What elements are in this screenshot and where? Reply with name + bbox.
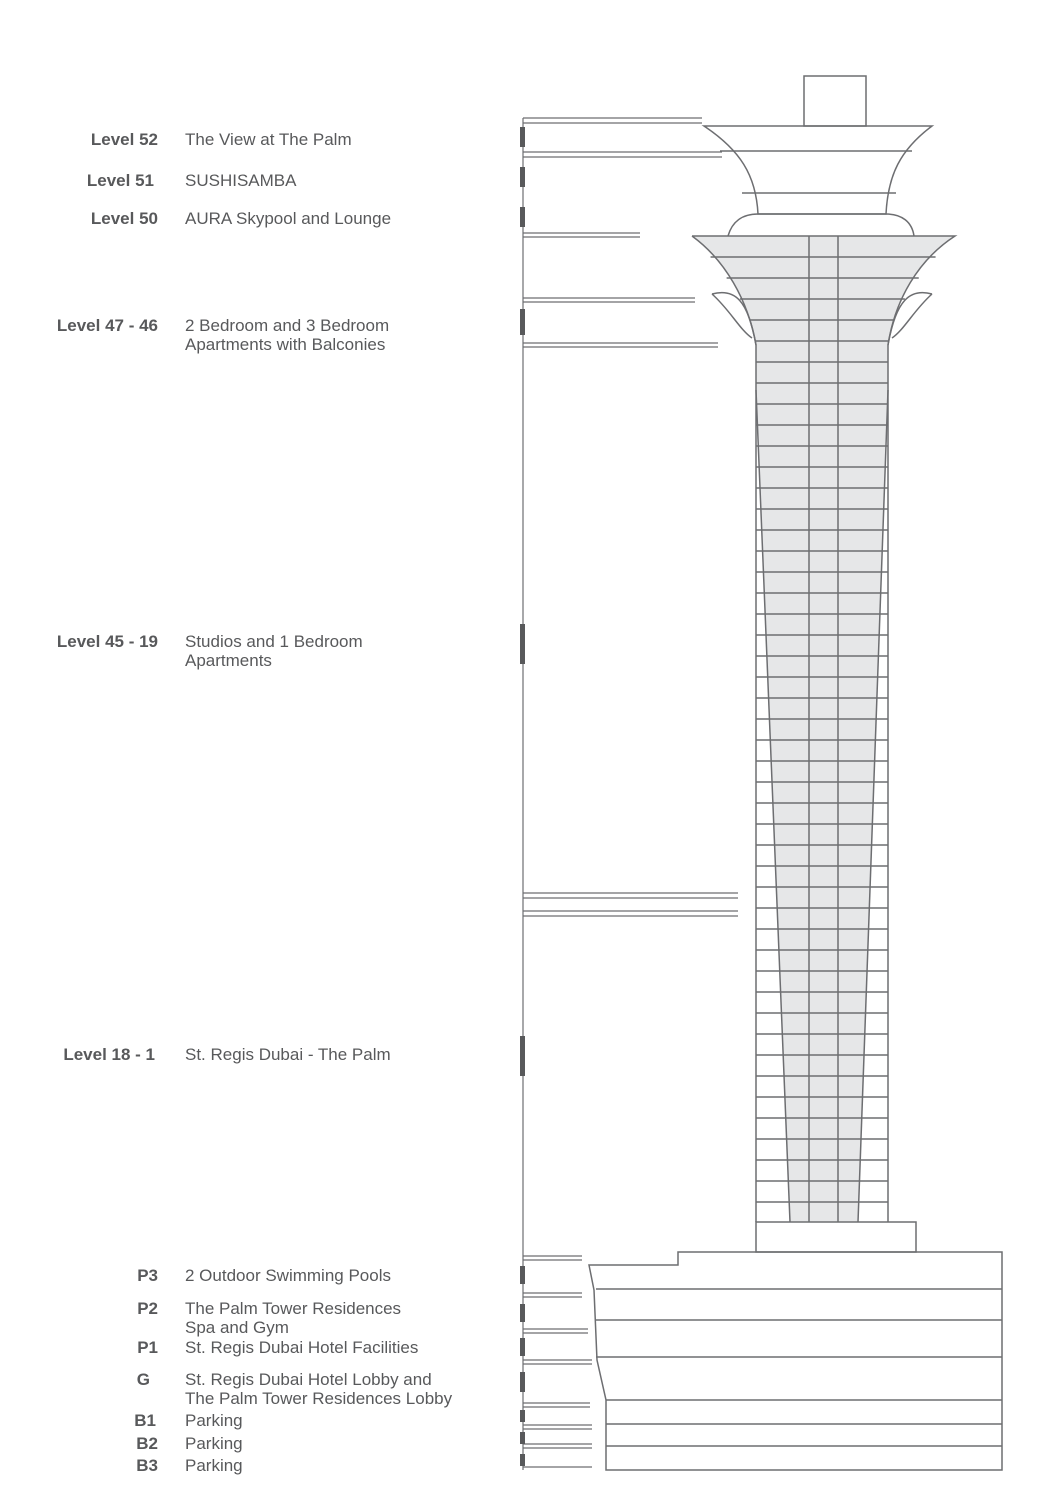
desc-line: The View at The Palm [185, 130, 352, 149]
desc-line: Studios and 1 Bedroom [185, 632, 363, 651]
desc-line: AURA Skypool and Lounge [185, 209, 392, 228]
level-marker [520, 207, 525, 227]
level-label-b2: B2 [136, 1434, 158, 1453]
desc-line: Apartments [185, 651, 272, 670]
level-marker [520, 1266, 525, 1284]
building-outline [589, 76, 1002, 1470]
desc-line: SUSHISAMBA [185, 171, 297, 190]
level-label-47-46: Level 47 - 46 [56, 316, 158, 335]
level-marker [520, 1410, 525, 1422]
level-marker [520, 1432, 525, 1444]
rooftop-box [804, 76, 866, 126]
desc-line: Parking [185, 1411, 243, 1430]
level-marker [520, 167, 525, 187]
level-marker [520, 1036, 525, 1076]
level-label-52: Level 52 [90, 130, 158, 149]
desc-line: The Palm Tower Residences Lobby [185, 1389, 453, 1408]
level-marker [520, 1372, 525, 1392]
level-label-50: Level 50 [90, 209, 158, 228]
desc-line: 2 Outdoor Swimming Pools [185, 1266, 391, 1285]
level-marker [520, 1304, 525, 1322]
desc-line: Parking [185, 1456, 243, 1475]
level-marker [520, 624, 525, 664]
desc-line: The Palm Tower Residences [185, 1299, 402, 1318]
desc-line: Spa and Gym [185, 1318, 289, 1337]
pool-cap [728, 214, 914, 236]
level-label-p2: P2 [137, 1299, 158, 1318]
desc-line: Parking [185, 1434, 243, 1453]
level-label-g: G [136, 1370, 150, 1389]
desc-line: Apartments with Balconies [185, 335, 386, 354]
observation-deck [704, 126, 932, 214]
desc-line: St. Regis Dubai Hotel Lobby and [185, 1370, 432, 1389]
level-marker [520, 309, 525, 335]
level-marker [520, 127, 525, 147]
level-label-p1: P1 [137, 1338, 158, 1357]
level-label-18-1: Level 18 - 1 [63, 1045, 155, 1064]
level-label-b3: B3 [136, 1456, 158, 1475]
leader-lines [523, 118, 738, 1470]
level-marker [520, 1338, 525, 1356]
level-label-51: Level 51 [86, 171, 154, 190]
podium-top-block [756, 1222, 916, 1252]
level-label-p3: P3 [137, 1266, 158, 1285]
level-marker [520, 1454, 525, 1466]
level-label-b1: B1 [134, 1411, 156, 1430]
shaft-fill [692, 236, 955, 1222]
level-label-45-19: Level 45 - 19 [56, 632, 158, 651]
desc-line: St. Regis Dubai - The Palm [185, 1045, 391, 1064]
desc-line: St. Regis Dubai Hotel Facilities [185, 1338, 419, 1357]
podium-outline [589, 1252, 1002, 1470]
desc-line: 2 Bedroom and 3 Bedroom [185, 316, 390, 335]
